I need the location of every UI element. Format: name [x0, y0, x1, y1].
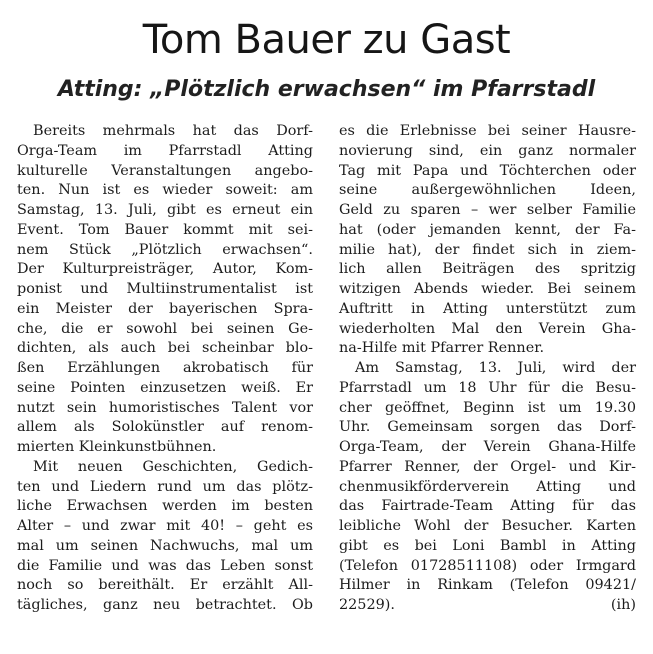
text-line: Samstag, 13. Juli, gibt es erneut ein	[17, 202, 313, 218]
text-line: Geld zu sparen – wer selber Familie	[339, 202, 636, 218]
text-line: novierung sind, ein ganz normaler	[339, 142, 636, 159]
text-line: mierten Kleinkunstbühnen.	[17, 439, 217, 455]
text-line: leibliche Wohl der Besucher. Karten	[339, 518, 636, 534]
text-line: cher geöffnet, Beginn ist um 19.30	[339, 399, 636, 416]
text-line: ponist und Multiinstrumentalist ist	[17, 281, 313, 297]
text-line: Pfarrstadl um 18 Uhr für die Besu-	[339, 379, 636, 396]
text-line: dichten, als auch bei scheinbar blo-	[17, 340, 313, 357]
text-line: ein Meister der bayerischen Spra-	[17, 300, 313, 317]
text-line: wiederholten Mal den Verein Gha-	[339, 320, 636, 337]
right-column-lines	[339, 122, 636, 596]
closing-line	[339, 596, 636, 616]
text-line: Alter – und zwar mit 40! – geht es	[17, 518, 313, 534]
text-line: das Fairtrade-Team Atting für das	[339, 498, 636, 515]
text-line: (Telefon 01728511108) oder Irmgard	[339, 557, 636, 574]
text-line: Hilmer in Rinkam (Telefon 09421/	[339, 577, 636, 594]
text-line: Tag mit Papa und Töchterchen oder	[339, 162, 636, 179]
text-line: Der Kulturpreisträger, Autor, Kom-	[17, 261, 313, 278]
text-line: che, die er sowohl bei seinen Ge-	[17, 320, 313, 337]
text-column-right	[339, 122, 636, 616]
text-line: Orga-Team im Pfarrstadl Atting	[17, 142, 313, 159]
text-line: lich allen Beiträgen des spritzig	[339, 261, 636, 278]
text-line: ßen Erzählungen akrobatisch für	[17, 360, 313, 376]
text-column-left	[17, 122, 313, 616]
text-line: mal um seinen Nachwuchs, mal um	[17, 537, 313, 554]
closing-text: 22529).	[339, 597, 395, 613]
text-line: nem Stück „Plötzlich erwachsen“.	[17, 241, 313, 258]
text-line: seine außergewöhnlichen Ideen,	[339, 182, 636, 199]
text-line: witzigen Abends wieder. Bei seinem	[339, 281, 636, 297]
text-line: es die Erlebnisse bei seiner Hausre-	[339, 123, 636, 139]
text-line: ten. Nun ist es wieder soweit: am	[17, 182, 313, 199]
text-line: Pfarrer Renner, der Orgel- und Kir-	[339, 458, 636, 475]
text-line: noch so bereithält. Er erzählt All-	[17, 577, 313, 594]
text-line: Uhr. Gemeinsam sorgen das Dorf-	[339, 419, 636, 436]
text-line: nutzt sein humoristisches Talent vor	[17, 399, 313, 416]
text-line: milie hat), der findet sich in ziem-	[339, 241, 636, 258]
text-line: Orga-Team, der Verein Ghana-Hilfe	[339, 439, 636, 455]
text-line: seine Pointen einzusetzen weiß. Er	[17, 379, 313, 396]
text-line: die Familie und was das Leben sonst	[17, 557, 313, 574]
text-line: chenmusikförderverein Atting und	[339, 478, 636, 495]
text-line: Mit neuen Geschichten, Gedich-	[33, 458, 313, 475]
text-line: ten und Liedern rund um das plötz-	[17, 478, 313, 495]
text-line: allem als Solokünstler auf renom-	[17, 419, 313, 436]
text-line: Bereits mehrmals hat das Dorf-	[33, 123, 313, 139]
article-subheadline: Atting: „Plötzlich erwachsen“ im Pfarrstadl	[57, 77, 596, 102]
text-line: liche Erwachsen werden im besten	[17, 498, 313, 515]
text-line: tägliches, ganz neu betrachtet. Ob	[17, 597, 313, 613]
text-line: Event. Tom Bauer kommt mit sei-	[17, 221, 313, 238]
text-line: Am Samstag, 13. Juli, wird der	[355, 360, 636, 376]
text-line: Auftritt in Atting unterstützt zum	[339, 300, 636, 317]
text-line: na-Hilfe mit Pfarrer Renner.	[339, 340, 545, 357]
author-tag: (ih)	[610, 597, 636, 613]
text-line: kulturelle Veranstaltungen angebo-	[17, 162, 313, 179]
article-headline: Tom Bauer zu Gast	[142, 17, 511, 63]
text-line: hat (oder jemanden kennt, der Fa-	[339, 221, 636, 238]
text-line: gibt es bei Loni Bambl in Atting	[339, 537, 636, 554]
